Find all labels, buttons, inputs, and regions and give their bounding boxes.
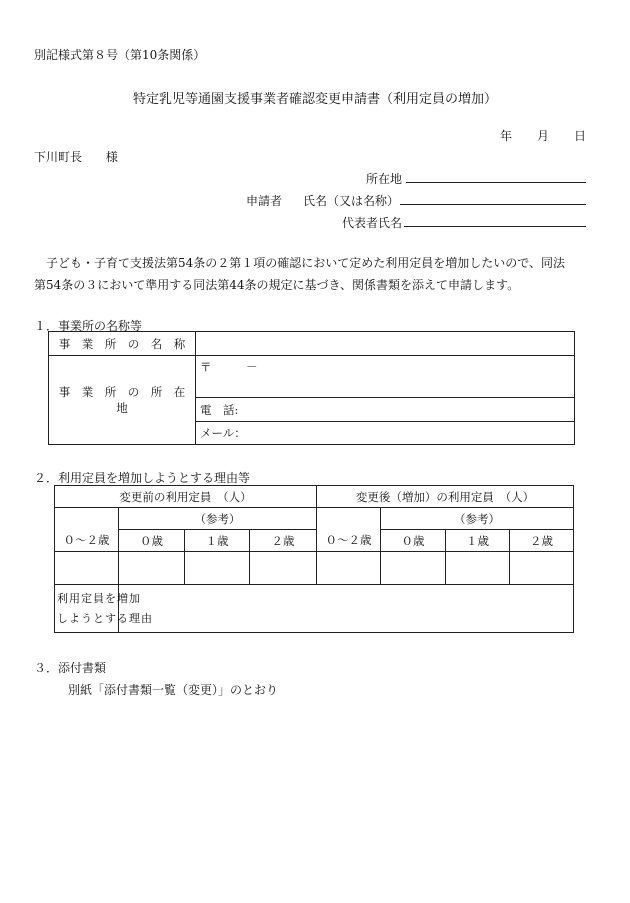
body-text-line-2: 第54条の３において準用する同法第44条の規定に基づき、関係書類を添えて申請します。: [34, 278, 520, 292]
reason-label-line-1: 利用定員を増加: [57, 591, 141, 605]
applicant-address-label: 所在地: [366, 172, 403, 186]
section3-heading: ３．添付書類: [34, 661, 107, 675]
after-value-2[interactable]: [510, 552, 574, 585]
before-col-0-2: ０～２歳: [55, 530, 119, 552]
facility-address-label: 事 業 所 の 所 在 地: [49, 356, 196, 445]
before-value-1[interactable]: [185, 552, 250, 585]
body-text-line-1: 子ども・子育て支援法第54条の２第１項の確認において定めた利用定員を増加したいので、同法: [46, 256, 566, 270]
after-value-0-2[interactable]: [317, 552, 381, 585]
applicant-name-field[interactable]: [400, 190, 586, 205]
after-value-1[interactable]: [446, 552, 510, 585]
facility-postal-field[interactable]: 〒 －: [196, 356, 575, 398]
applicant-address-field[interactable]: [406, 168, 586, 183]
facility-name-field[interactable]: [196, 332, 575, 356]
reason-label-line-2: しようとする理由: [57, 611, 153, 625]
facility-phone-field[interactable]: 電 話:: [196, 398, 575, 422]
date-month: 月: [537, 129, 550, 143]
before-value-2[interactable]: [250, 552, 317, 585]
date-day: 日: [574, 129, 587, 143]
facility-email-field[interactable]: メール：: [196, 422, 575, 445]
facility-name-label: 事 業 所 の 名 称: [49, 332, 196, 356]
after-col-2: ２歳: [510, 530, 574, 552]
capacity-table: [54, 485, 574, 633]
before-value-0[interactable]: [119, 552, 185, 585]
before-col-1: １歳: [185, 530, 250, 552]
after-capacity-header: 変更後（増加）の利用定員 （人）: [317, 486, 574, 508]
section1-heading: １．事業所の名称等: [34, 319, 143, 333]
before-col-2: ２歳: [250, 530, 317, 552]
reason-field[interactable]: [119, 585, 574, 633]
before-blank-cell: [55, 508, 119, 530]
applicant-name-label: 氏名（又は名称）: [303, 194, 400, 208]
before-ref-label: （参考）: [119, 508, 317, 530]
facility-table: [48, 331, 575, 445]
attachment-text: 別紙「添付書類一覧（変更）」のとおり: [68, 683, 279, 697]
after-ref-label: （参考）: [381, 508, 574, 530]
form-number: 別記様式第８号（第10条関係）: [34, 48, 206, 62]
date-year: 年: [500, 129, 513, 143]
before-value-0-2[interactable]: [55, 552, 119, 585]
page-title: 特定乳児等通園支援事業者確認変更申請書（利用定員の増加）: [132, 92, 497, 107]
after-col-0-2: ０～２歳: [317, 530, 381, 552]
addressee-name: 下川町長: [34, 150, 83, 164]
section2-heading: ２．利用定員を増加しようとする理由等: [34, 471, 251, 485]
addressee: [34, 148, 118, 165]
reason-label: [55, 585, 153, 633]
after-col-1: １歳: [446, 530, 510, 552]
after-col-0: ０歳: [381, 530, 446, 552]
before-col-0: ０歳: [119, 530, 185, 552]
after-blank-cell: [317, 508, 381, 530]
applicant-role: 申請者: [246, 194, 283, 208]
applicant-rep-label: 代表者氏名: [342, 216, 403, 230]
addressee-honorific: 様: [105, 150, 118, 164]
applicant-rep-field[interactable]: [404, 212, 586, 227]
before-capacity-header: 変更前の利用定員 （人）: [55, 486, 317, 508]
after-value-0[interactable]: [381, 552, 446, 585]
